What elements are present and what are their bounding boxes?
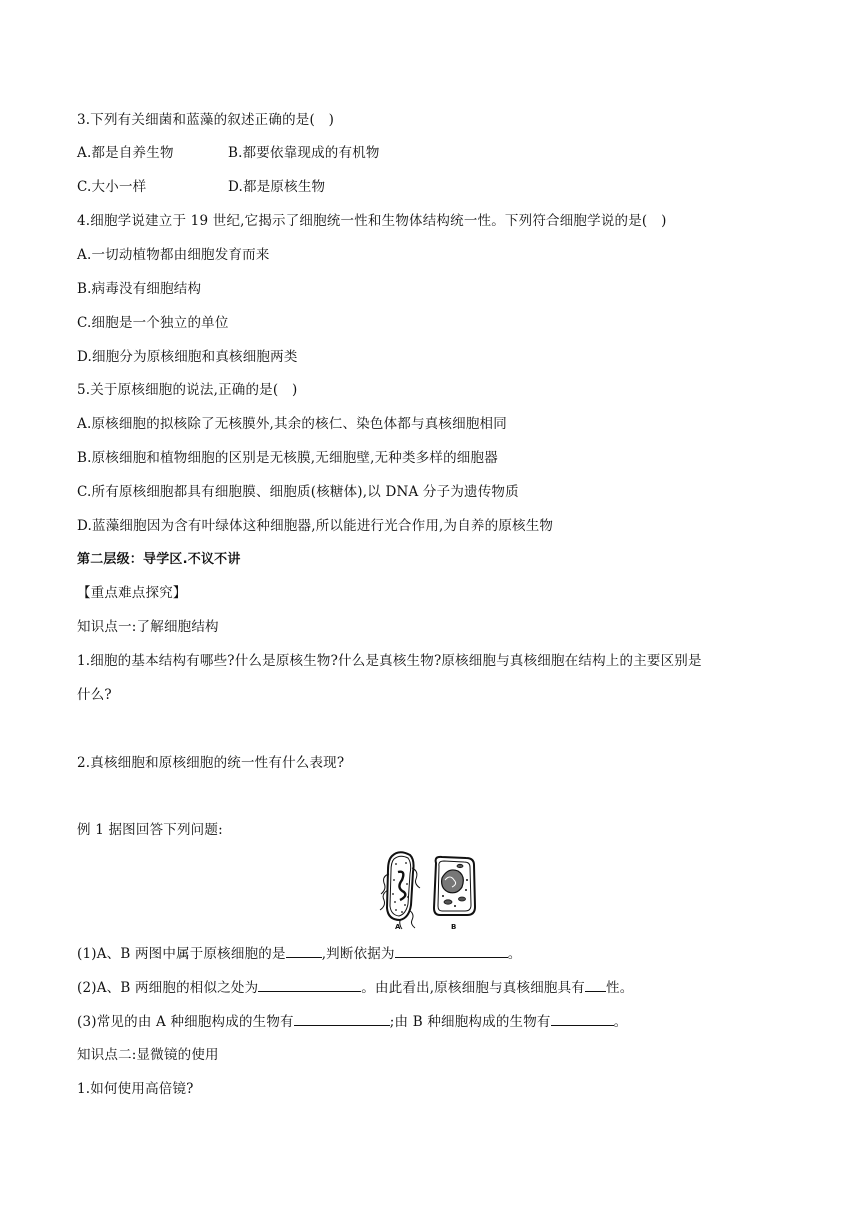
question-5-option-c: C.所有原核细胞都具有细胞膜、细胞质(核糖体),以 DNA 分子为遗传物质	[77, 484, 519, 500]
example-q3-text-b: ;由 B 种细胞构成的生物有	[389, 1014, 551, 1030]
cell-diagram-svg	[378, 850, 488, 932]
example-q1-blank-1[interactable]	[286, 943, 322, 958]
knowledge-point-1: 知识点一:了解细胞结构	[77, 619, 219, 635]
example-question-1	[77, 943, 521, 964]
question-5-option-d: D.蓝藻细胞因为含有叶绿体这种细胞器,所以能进行光合作用,为自养的原核生物	[77, 518, 554, 534]
question-3-option-a: A.都是自养生物	[77, 145, 174, 161]
question-5-option-b: B.原核细胞和植物细胞的区别是无核膜,无细胞壁,无种类多样的细胞器	[77, 450, 498, 466]
example-q1-blank-2[interactable]	[395, 943, 508, 958]
knowledge-point-2: 知识点二:显微镜的使用	[77, 1047, 219, 1063]
example-q2-blank-2[interactable]	[585, 977, 606, 992]
question-4-option-c: C.细胞是一个独立的单位	[77, 315, 229, 331]
prokaryotic-cell-a-icon	[380, 852, 420, 929]
kp2-question-1: 1.如何使用高倍镜?	[77, 1081, 194, 1097]
section-heading: 【重点难点探究】	[77, 585, 187, 601]
example-q3-blank-1[interactable]	[294, 1011, 390, 1026]
kp1-question-2: 2.真核细胞和原核细胞的统一性有什么表现?	[77, 755, 345, 771]
example-q3-blank-2[interactable]	[551, 1011, 614, 1026]
question-5-option-a: A.原核细胞的拟核除了无核膜外,其余的核仁、染色体都与真核细胞相同	[77, 416, 507, 432]
kp1-question-1-line-1: 1.细胞的基本结构有哪些?什么是原核生物?什么是真核生物?原核细胞与真核细胞在结构上的主要区别是	[77, 653, 702, 669]
example-q2-blank-1[interactable]	[258, 977, 361, 992]
question-4-stem: 4.细胞学说建立于 19 世纪,它揭示了细胞统一性和生物体结构统一性。下列符合细胞学说的是( )	[77, 213, 667, 229]
question-3-options-row-2	[77, 177, 325, 197]
example-question-2	[77, 977, 633, 998]
question-4-option-a: A.一切动植物都由细胞发育而来	[77, 247, 270, 263]
question-3-option-b: B.都要依靠现成的有机物	[228, 145, 380, 161]
level-2-heading: 第二层级：导学区.不议不讲	[77, 552, 241, 567]
cell-diagram	[378, 850, 488, 932]
question-4-option-d: D.细胞分为原核细胞和真核细胞两类	[77, 349, 298, 365]
kp1-question-1-line-2: 什么?	[77, 687, 112, 703]
figure-label-a: A	[395, 923, 401, 931]
example-q1-text-c: 。	[507, 946, 522, 962]
example-q1-text-a: (1)A、B 两图中属于原核细胞的是	[77, 946, 286, 962]
question-3-options-row-1	[77, 143, 380, 163]
example-1-title: 例 1 据图回答下列问题:	[77, 822, 223, 838]
example-q2-text-b: 。由此看出,原核细胞与真核细胞具有	[361, 980, 585, 996]
example-q2-text-c: 性。	[606, 980, 634, 996]
example-question-3	[77, 1011, 627, 1032]
example-q1-text-b: ,判断依据为	[321, 946, 395, 962]
question-3-option-c: C.大小一样	[77, 179, 147, 195]
example-q3-text-a: (3)常见的由 A 种细胞构成的生物有	[77, 1014, 294, 1030]
question-3-stem: 3.下列有关细菌和蓝藻的叙述正确的是( )	[77, 112, 335, 128]
example-q3-text-c: 。	[613, 1014, 628, 1030]
eukaryotic-cell-b-icon	[434, 857, 475, 915]
figure-label-b: B	[451, 923, 457, 931]
example-q2-text-a: (2)A、B 两细胞的相似之处为	[77, 980, 259, 996]
question-3-option-d: D.都是原核生物	[228, 179, 326, 195]
question-5-stem: 5.关于原核细胞的说法,正确的是( )	[77, 382, 298, 398]
question-4-option-b: B.病毒没有细胞结构	[77, 281, 202, 297]
